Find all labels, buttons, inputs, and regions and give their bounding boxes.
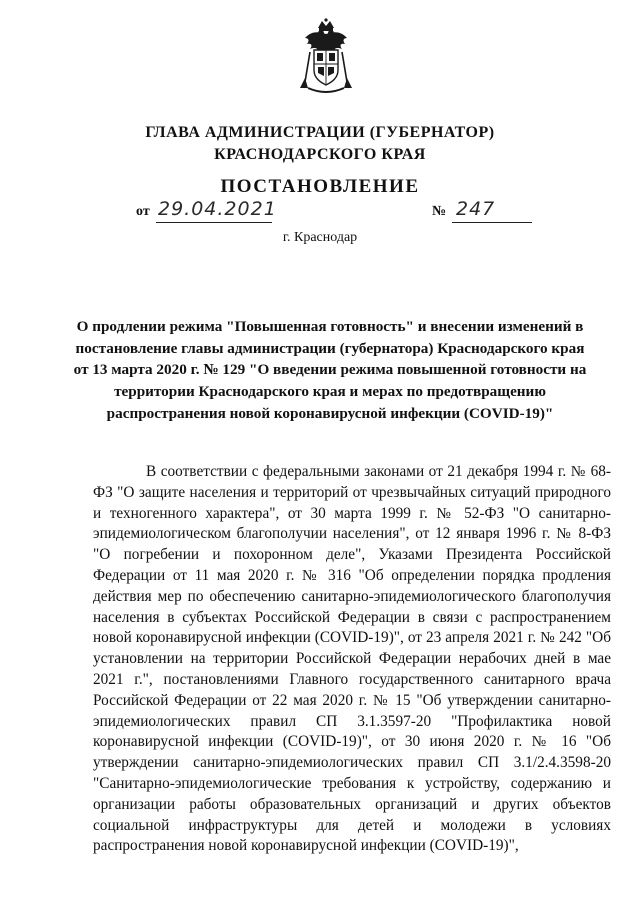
coat-of-arms-emblem [296, 18, 356, 96]
body-paragraph: В соответствии с федеральными законами от 21 декабря 1994 г. № 68-ФЗ "О защите населения и территорий от чрезвычайных ситуаций природного и техногенного характера", от 30 марта 1999 г. № 52-ФЗ "О санитарно-эпидемиологическом благополучии населения", от 12 января 1996 г. № 8-ФЗ "О погребении и похоронном деле", Указами Президента Российской Федерации от 11 мая 2020 г. № 316 "Об определении порядка продления действия мер по обеспечению санитарно-эпидемиологического благополучия населения в субъектах Российской Федерации в связи с распространением новой коронавирусной инфекции (COVID-19)", от 23 апреля 2021 г. № 242 "Об установлении на территории Российской Федерации нерабочих дней в мае 2021 г.", постановлениями Главного государственного санитарного врача Российской Федерации от 22 мая 2020 г. № 15 "Об утверждении санитарно-эпидемиологических правил СП 3.1.3597-20 "Профилактика новой коронавирусной инфекции (COVID-19)", от 30 июня 2020 г. № 16 "Об утверждении санитарно-эпидемиологических правил СП 3.1/2.4.3598-20 "Санитарно-эпидемиологические требования к устройству, содержанию и организации работы образовательных организаций и других объектов социальной инфраструктуры для детей и молодежи в условиях распространения новой коронавирусной инфекции (COVID-19)", [93, 463, 611, 855]
date-underline [156, 222, 272, 223]
number-underline [452, 222, 532, 223]
header-authority-line2: КРАСНОДАРСКОГО КРАЯ [214, 146, 426, 163]
handwritten-number: 247 [456, 198, 496, 220]
date-prefix: от [136, 204, 150, 219]
document-type-title: ПОСТАНОВЛЕНИЕ [220, 176, 420, 197]
number-prefix: № [432, 204, 447, 219]
resolution-title: О продлении режима "Повышенная готовность" и внесении изменений в постановление главы администрации (губернатора) Краснодарского края от 13 марта 2020 г. № 129 "О введении режима повышенной готовности на территории Краснодарского края и мерах по предотвращению распространения новой коронавирусной инфекции (COVID-19)" [73, 318, 587, 422]
header-authority-line1: ГЛАВА АДМИНИСТРАЦИИ (ГУБЕРНАТОР) [145, 124, 495, 141]
handwritten-date: 29.04.2021 [158, 198, 277, 220]
issue-city: г. Краснодар [282, 230, 358, 245]
